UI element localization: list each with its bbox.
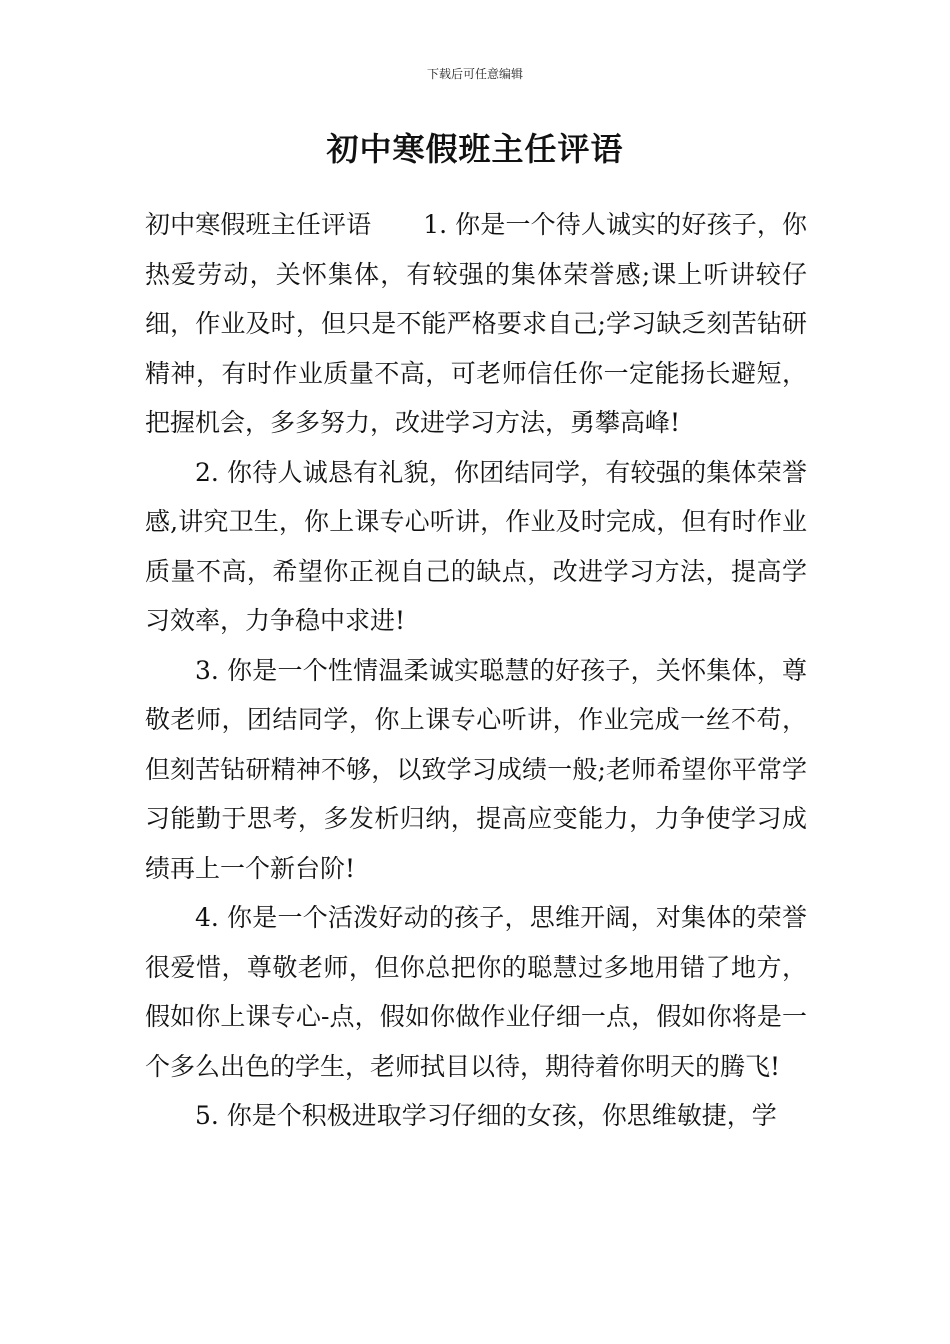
paragraph-3: 3. 你是一个性情温柔诚实聪慧的好孩子，关怀集体，尊敬老师，团结同学，你上课专心听讲，作业完成一丝不苟，但刻苦钻研精神不够，以致学习成绩一般;老师希望你平常学习能勤于思考，多发析归纳，提高应变能力，力争使学习成绩再上一个新台阶! bbox=[145, 655, 807, 883]
document-title: 初中寒假班主任评语 bbox=[326, 130, 624, 168]
header-note: 下载后可任意编辑 bbox=[426, 67, 523, 81]
paragraph-1-text: 1. 你是一个待人诚实的好孩子，你热爱劳动，关怀集体，有较强的集体荣誉感;课上听讲较仔细，作业及时，但只是不能严格要求自己;学习缺乏刻苦钻研精神，有时作业质量不高，可老师信任你一定能扬长避短，把握机会，多多努力，改进学习方法，勇攀高峰! bbox=[145, 210, 807, 437]
paragraph-2: 2. 你待人诚恳有礼貌，你团结同学，有较强的集体荣誉感,讲究卫生，你上课专心听讲，作业及时完成，但有时作业质量不高，希望你正视自己的缺点，改进学习方法，提高学习效率，力争稳中求进! bbox=[145, 457, 807, 635]
paragraph-1 bbox=[145, 200, 807, 448]
paragraph-5: 5. 你是个积极进取学习仔细的女孩，你思维敏捷，学 bbox=[195, 1101, 777, 1130]
document-body bbox=[145, 200, 807, 1141]
paragraph-4: 4. 你是一个活泼好动的孩子，思维开阔，对集体的荣誉很爱惜，尊敬老师，但你总把你的聪慧过多地用错了地方，假如你上课专心-点，假如你做作业仔细一点，假如你将是一个多么出色的学生，老师拭目以待，期待着你明天的腾飞! bbox=[145, 903, 807, 1081]
lead-title: 初中寒假班主任评语 bbox=[145, 210, 372, 239]
